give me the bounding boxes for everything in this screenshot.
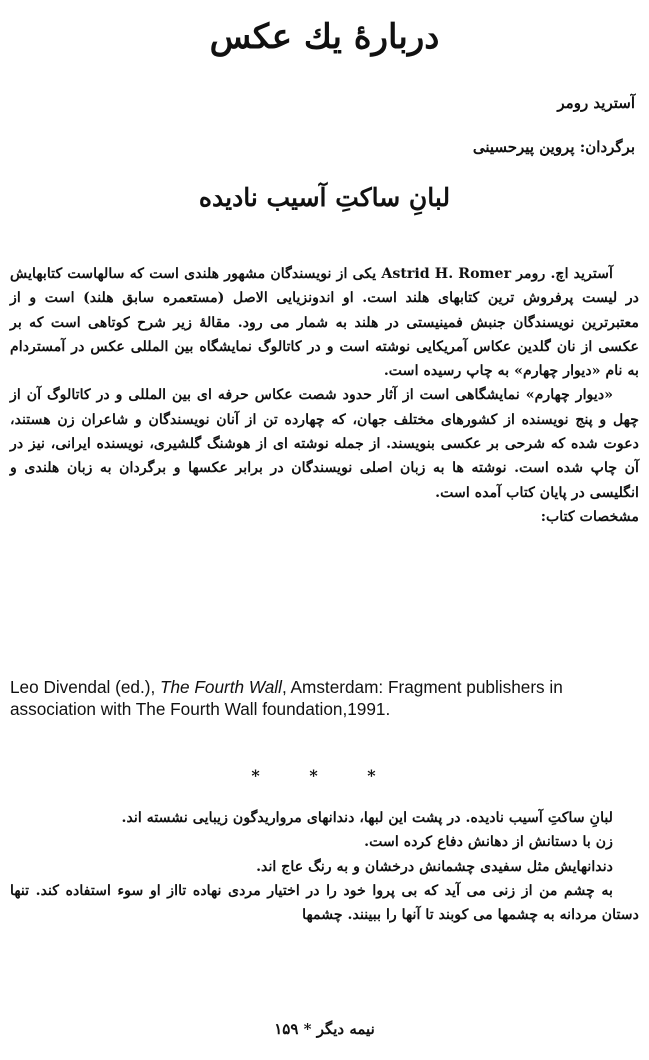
reference-editor: Leo Divendal (ed.), [10, 677, 160, 697]
essay-line-2: زن با دستانش از دهانش دفاع کرده است. [364, 834, 613, 851]
author-name: آسترید رومر [557, 94, 635, 112]
article-title: دربارهٔ یك عكس [209, 17, 440, 57]
section-separator: * * * [251, 766, 398, 785]
book-specs-label: مشخصات کتاب: [540, 508, 639, 525]
reference-publisher: , Amsterdam: Fragment publishers in association with The Fourth Wall foundation,1991. [10, 677, 563, 719]
book-reference [10, 676, 640, 720]
page-footer: نیمه دیگر * ۱۵۹ [274, 1020, 375, 1038]
reference-book-title: The Fourth Wall [160, 677, 282, 697]
translator-credit: برگردان: پروین پیرحسینی [472, 138, 635, 156]
intro-paragraph-1: آسترید اچ. رومر Astrid H. Romer یکی از نویسندگان مشهور هلندی است که سالهاست کتابهایش در لیست پرفروش ترین کتابهای هلند است. او اندونزیایی الاصل (مستعمره سابق هلند) است و از معتبرترین نویسندگان جنبش فمینیستی در هلند به شمار می رود. مقالهٔ زیر شرح کوتاهی است که بر عکسی از نان گلدین عکاس آمریکایی نوشته است و در کاتالوگ نمایشگاه بین المللی عکس در آمستردام به نام «دیوار چهارم» به چاپ رسیده است. [10, 266, 639, 380]
essay-subtitle: لبانِ ساکتِ آسیب نادیده [198, 183, 451, 212]
essay-line-1: لبانِ ساکتِ آسیب نادیده. در پشت این لبها، دندانهای مرواریدگون زیبایی نشسته اند. [121, 810, 613, 826]
essay-line-4: به چشم من از زنی می آید که بی پروا خود را در اختیار مردی نهاده تااز او سوء استفاده کند. تنها دستان مردانه به چشمها می کوبند تا آنها را ببینند. چشمها [10, 882, 639, 924]
intro-section [10, 262, 639, 529]
intro-paragraph-2: «دیوار چهارم» نمایشگاهی است از آثار حدود شصت عکاس حرفه ای بین المللی و در کاتالوگ آن از چهل و پنج نویسنده از کشورهای مختلف جهان، که چهارده تن از آنان نویسندگان و شاعران زن هستند، دعوت شده که شرحی بر عکسی بنویسند. از جمله نوشته ای از هوشنگ گلشیری، نویسنده ایرانی، نیز در آن چاپ شده است. نوشته ها به زبان اصلی نویسندگان در برابر عکسها و برگردان به زبان هلندی و انگلیسی در پایان کتاب آمده است. [10, 387, 639, 501]
essay-body [10, 806, 639, 927]
essay-line-3: دندانهایش مثل سفیدی چشمانش درخشان و به رنگ عاج اند. [256, 858, 613, 875]
